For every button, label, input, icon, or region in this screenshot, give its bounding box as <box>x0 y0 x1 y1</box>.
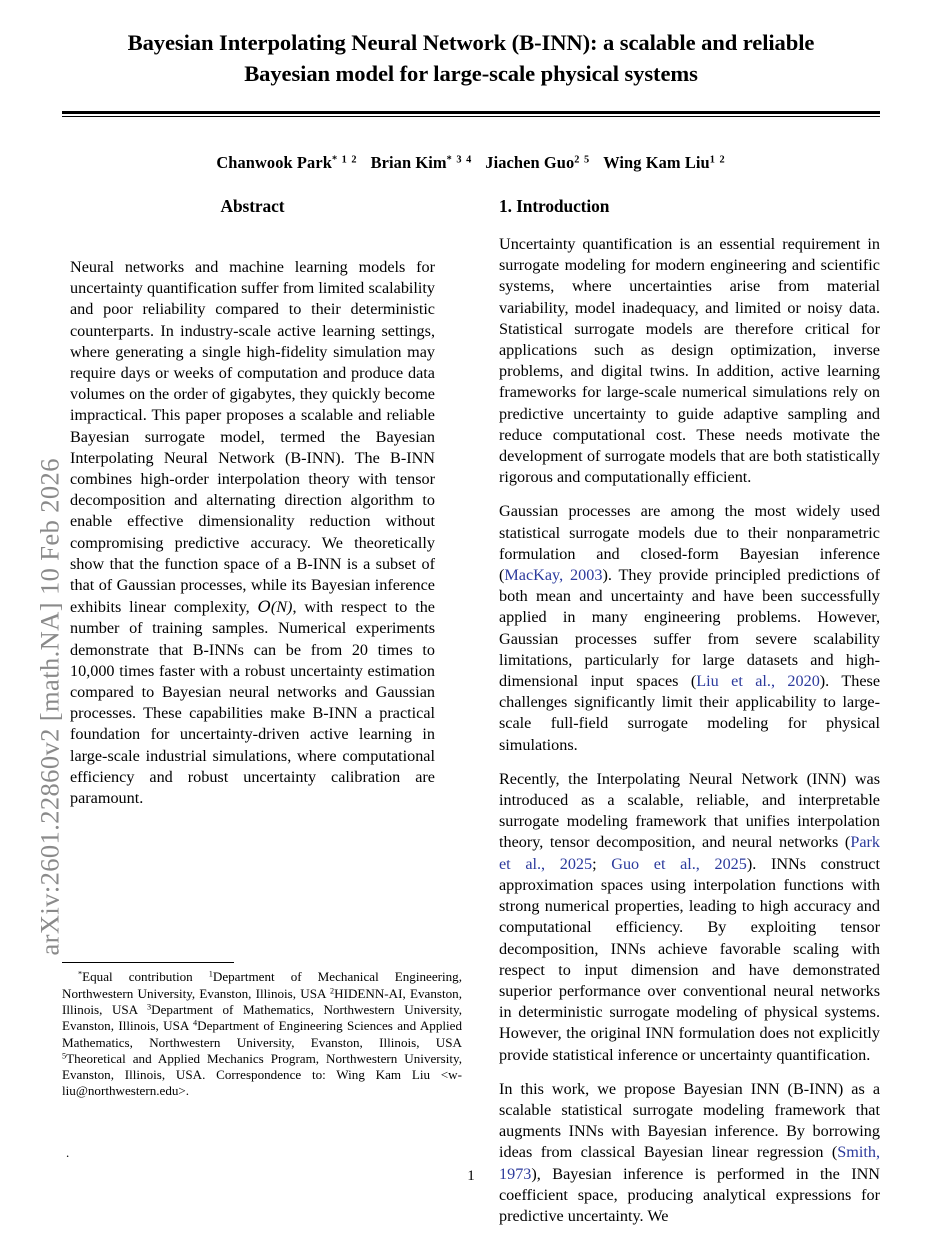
footnote-marker: 4 <box>193 1019 198 1028</box>
author-name: Brian Kim <box>370 153 447 172</box>
introduction-paragraph <box>499 1079 880 1227</box>
citation-link[interactable]: Smith, 1973 <box>499 1143 880 1183</box>
author-list <box>62 153 880 173</box>
introduction-paragraph <box>499 769 880 1066</box>
left-column <box>62 196 443 809</box>
author-4 <box>603 153 725 172</box>
complexity-argument: (N) <box>270 598 293 617</box>
paragraph-text: ), Bayesian inference is performed in the INN coefficient space, producing analytical expressions for predictive uncertainty. We <box>499 1164 880 1225</box>
title-block <box>62 0 880 117</box>
title-rule-thin <box>62 116 880 117</box>
introduction-paragraph <box>499 501 880 755</box>
author-3 <box>485 153 590 172</box>
introduction-body <box>499 234 880 1227</box>
paragraph-text: ). These challenges significantly limit their applicability to large-scale full-field surrogate modeling for physical simulations. <box>499 672 880 754</box>
title-line-1: Bayesian Interpolating Neural Network (B-INN): a scalable and reliable <box>127 30 815 55</box>
paragraph-text: In this work, we propose Bayesian INN (B-INN) as a scalable statistical surrogate modeling framework that augments INNs with Bayesian inference. By borrowing ideas from classical Bayesian linear regression ( <box>499 1079 880 1162</box>
citation-link[interactable]: MacKay, 2003 <box>504 566 603 585</box>
footnote-segment: Department of Engineering Sciences and Applied Mathematics, Northwestern University, Evanston, Illinois, USA <box>62 1018 462 1050</box>
footnote-separator-rule <box>62 962 234 963</box>
citation-link[interactable]: Guo et al., 2025 <box>611 854 747 873</box>
citation-link[interactable]: Park et al., 2025 <box>499 833 880 873</box>
author-name: Wing Kam Liu <box>603 153 710 172</box>
arxiv-stamp <box>0 0 65 1200</box>
author-affiliation-marks: * 1 2 <box>331 154 358 166</box>
footnote-segment: Department of Mechanical Engineering, Northwestern University, Evanston, Illinois, USA <box>62 969 462 1001</box>
paper-page <box>62 0 880 1225</box>
footnote-segment: Theoretical and Applied Mechanics Program, Northwestern University, Evanston, Illinois, USA. Correspondence to: Wing Kam Liu <w-liu@northwestern.edu>. <box>62 1050 462 1099</box>
author-affiliation-marks: 2 5 <box>574 154 591 166</box>
author-name: Chanwook Park <box>216 153 332 172</box>
abstract-paragraph <box>70 257 435 809</box>
page-number: 1 <box>467 1168 475 1184</box>
footnote-marker: * <box>78 970 83 980</box>
page-title <box>76 27 866 89</box>
footnote-segment: Department of Mathematics, Northwestern University, Evanston, Illinois, USA <box>62 1001 462 1034</box>
footnote-marker: 1 <box>208 970 213 980</box>
arxiv-stamp-text: arXiv:2601.22860v2 [math.NA] 10 Feb 2026 <box>34 458 65 956</box>
right-column <box>499 196 880 1240</box>
paragraph-text: ; <box>592 854 612 873</box>
paragraph-text: Recently, the Interpolating Neural Network (INN) was introduced as a scalable, reliable, and interpretable surrogate modeling framework that unifies interpolation theory, tensor decomposition, and neural networks ( <box>499 769 880 852</box>
footnote-marker: 2 <box>330 986 335 996</box>
footnote-marker: 5 <box>62 1051 67 1061</box>
introduction-heading: 1. Introduction <box>499 196 610 216</box>
author-affiliation-marks: * 3 4 <box>446 154 473 166</box>
abstract-heading: Abstract <box>220 196 285 216</box>
author-2 <box>371 153 473 172</box>
footnote-marker: 3 <box>147 1002 152 1012</box>
author-name: Jiachen Guo <box>485 153 575 172</box>
title-rule-thick <box>62 111 880 114</box>
paragraph-text: ). They provide principled predictions of both mean and uncertainty and have been successfully applied in many engineering problems. However, Gaussian processes suffer from severe scalability limitations, particularly for large datasets and high-dimensional input spaces ( <box>499 566 880 691</box>
citation-link[interactable]: Liu et al., 2020 <box>696 672 820 691</box>
paragraph-text: Uncertainty quantification is an essential requirement in surrogate modeling for modern engineering and scientific systems, where uncertainties arise from material variability, model inadequacy, and limited or noisy data. Statistical surrogate models are therefore critical for applications such as design optimization, inverse problems, and digital twins. In addition, active learning frameworks for large-scale numerical simulations rely on predictive uncertainty to guide adaptive sampling and reduce computational cost. These needs motivate the development of surrogate models that are both statistically rigorous and computationally efficient. <box>499 235 880 487</box>
paragraph-text: ). INNs construct approximation spaces using interpolation functions with strong numerical properties, leading to high accuracy and computational efficiency. By exploiting tensor decomposition, INNs achieve favorable scaling with respect to input dimension and have demonstrated superior performance over conventional neural networks in deterministic surrogate modeling of physical systems. However, the original INN formulation does not explicitly provide statistical inference or uncertainty quantification. <box>499 854 880 1064</box>
footnote-segment: Equal contribution <box>82 969 209 985</box>
footnote-block <box>62 962 462 1100</box>
abstract-text-part-1: Neural networks and machine learning models for uncertainty quantification suffer from limited scalability and poor reliability compared to their deterministic counterparts. In industry-scale active learning settings, where generating a single high-fidelity simulation may require days or weeks of computation and produce data volumes on the order of gigabytes, they quickly become impractical. This paper proposes a scalable and reliable Bayesian surrogate model, termed the Bayesian Interpolating Neural Network (B-INN). The B-INN combines high-order interpolation theory with tensor decomposition and alternating direction algorithm to enable effective dimensionality reduction without compromising predictive accuracy. We theoretically show that the function space of a B-INN is a subset of that of Gaussian processes, while its Bayesian inference exhibits linear complexity, <box>70 258 435 617</box>
title-line-2: Bayesian model for large-scale physical systems <box>244 61 698 86</box>
author-affiliation-marks: 1 2 <box>709 154 726 166</box>
paragraph-text: Gaussian processes are among the most widely used statistical surrogate models due to their nonparametric formulation and closed-form Bayesian inference ( <box>499 502 880 585</box>
footnote-text <box>62 969 462 1099</box>
abstract-text-part-2: , with respect to the number of training samples. Numerical experiments demonstrate that B-INNs can be from 20 times to 10,000 times faster with a robust uncertainty estimation compared to Bayesian neural networks and Gaussian processes. These capabilities make B-INN a practical foundation for uncertainty-driven active learning in large-scale industrial simulations, where computational efficiency and robust uncertainty calibration are paramount. <box>70 598 435 808</box>
complexity-symbol: O <box>257 597 271 617</box>
footnote-segment: HIDENN-AI, Evanston, Illinois, USA <box>62 985 462 1017</box>
author-1 <box>216 153 357 172</box>
introduction-paragraph <box>499 234 880 488</box>
abstract-body <box>62 257 443 809</box>
trailing-dot-mark: . <box>66 1145 70 1160</box>
